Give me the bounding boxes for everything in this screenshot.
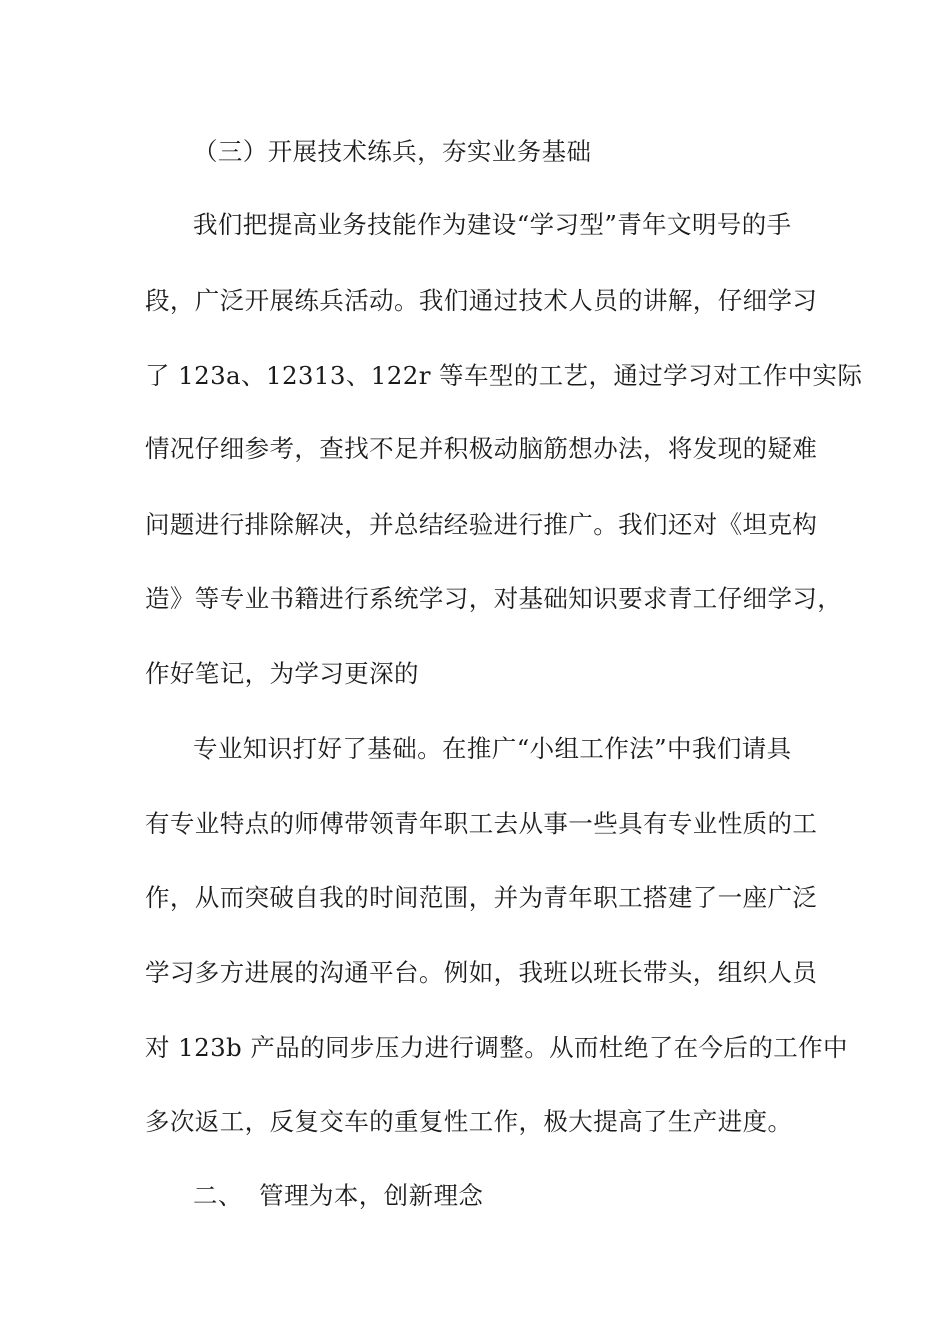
paragraph-line: 专业知识打好了基础。在推广“小组工作法”中我们请具 [193,734,792,763]
section-heading: （三）开展技术练兵，夯实业务基础 [193,137,592,166]
paragraph-line: 对 123b 产品的同步压力进行调整。从而杜绝了在今后的工作中 [145,1033,848,1062]
paragraph-line: 学习多方进展的沟通平台。例如，我班以班长带头，组织人员 [145,958,818,987]
next-section-heading: 二、 管理为本，创新理念 [193,1181,484,1210]
paragraph-line: 作好笔记，为学习更深的 [145,659,419,688]
paragraph-line: 有专业特点的师傅带领青年职工去从事一些具有专业性质的工 [145,809,818,838]
paragraph-line: 了 123a、12313、122r 等车型的工艺，通过学习对工作中实际 [145,361,863,390]
paragraph-line: 情况仔细参考，查找不足并积极动脑筋想办法，将发现的疑难 [145,434,818,463]
paragraph-line: 段，广泛开展练兵活动。我们通过技术人员的讲解，仔细学习 [145,286,818,315]
paragraph-line: 多次返工，反复交车的重复性工作，极大提高了生产进度。 [145,1107,793,1136]
paragraph-line: 作，从而突破自我的时间范围，并为青年职工搭建了一座广泛 [145,883,818,912]
paragraph-line: 造》等专业书籍进行系统学习，对基础知识要求青工仔细学习， [145,584,843,613]
paragraph-line: 我们把提高业务技能作为建设“学习型”青年文明号的手 [193,210,792,239]
paragraph-line: 问题进行排除解决，并总结经验进行推广。我们还对《坦克构 [145,510,818,539]
